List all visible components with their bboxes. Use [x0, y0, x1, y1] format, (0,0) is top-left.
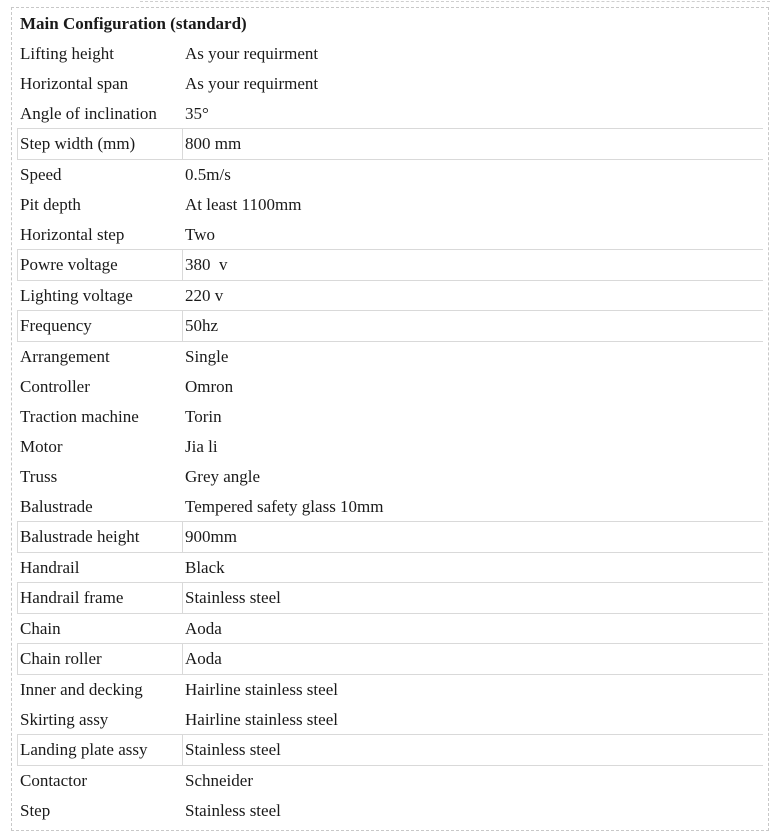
- row-label: Truss: [20, 466, 58, 486]
- row-value: Aoda: [185, 618, 222, 638]
- row-value: 0.5m/s: [185, 164, 231, 184]
- row-label: Balustrade: [20, 496, 93, 516]
- row-value: Jia li: [185, 436, 218, 456]
- row-value: Black: [185, 557, 225, 577]
- row-label: Powre voltage: [18, 250, 183, 281]
- row-label: Horizontal step: [20, 224, 125, 244]
- table-row: [18, 250, 763, 281]
- row-value: As your requirment: [185, 43, 319, 63]
- row-value: Single: [185, 346, 229, 366]
- row-label: Chain roller: [18, 644, 183, 675]
- row-value: Stainless steel: [183, 735, 763, 766]
- table-title: Main Configuration (standard): [20, 13, 247, 33]
- row-label: Skirting assy: [20, 709, 109, 729]
- table-row: [18, 372, 763, 402]
- row-label: Balustrade height: [18, 522, 183, 553]
- table-row: [18, 69, 763, 99]
- row-value: Two: [185, 224, 215, 244]
- row-value: As your requirment: [185, 73, 319, 93]
- table-row: [18, 675, 763, 705]
- table-row: [18, 522, 763, 553]
- table-row: [18, 583, 763, 614]
- row-label: Landing plate assy: [18, 735, 183, 766]
- row-value: Hairline stainless steel: [185, 679, 338, 699]
- table-row: [18, 614, 763, 644]
- row-label: Handrail: [20, 557, 80, 577]
- row-value: Omron: [185, 376, 234, 396]
- row-label: Angle of inclination: [20, 103, 157, 123]
- row-value: At least 1100mm: [185, 194, 302, 214]
- row-label: Lighting voltage: [20, 285, 133, 305]
- table-row: [18, 160, 763, 190]
- table-row: [18, 281, 763, 311]
- table-row: [18, 311, 763, 342]
- table-row: [18, 796, 763, 826]
- table-row: [18, 492, 763, 522]
- row-label: Contactor: [20, 770, 88, 790]
- table-row: [18, 766, 763, 796]
- table-row: [18, 129, 763, 160]
- row-label: Step: [20, 800, 51, 820]
- row-value: Stainless steel: [185, 800, 281, 820]
- row-label: Pit depth: [20, 194, 81, 214]
- row-value: 900mm: [183, 522, 763, 553]
- row-label: Controller: [20, 376, 90, 396]
- table-title-row: [18, 9, 763, 39]
- row-label: Frequency: [18, 311, 183, 342]
- row-label: Step width (mm): [18, 129, 183, 160]
- top-divider: [140, 1, 770, 2]
- row-label: Chain: [20, 618, 61, 638]
- row-value: 50hz: [183, 311, 763, 342]
- row-value: 220 v: [185, 285, 224, 305]
- table-row: [18, 432, 763, 462]
- row-value: 800 mm: [183, 129, 763, 160]
- row-value: Hairline stainless steel: [185, 709, 338, 729]
- table-row: [18, 553, 763, 583]
- table-row: [18, 190, 763, 220]
- row-value: 380 v: [183, 250, 763, 281]
- table-row: [18, 39, 763, 69]
- row-label: Arrangement: [20, 346, 110, 366]
- row-label: Lifting height: [20, 43, 114, 63]
- table-row: [18, 462, 763, 492]
- table-row: [18, 220, 763, 250]
- row-value: Schneider: [185, 770, 253, 790]
- row-label: Inner and decking: [20, 679, 143, 699]
- row-value: 35°: [185, 103, 209, 123]
- table-row: [18, 644, 763, 675]
- table-row: [18, 342, 763, 372]
- table-row: [18, 402, 763, 432]
- row-value: Torin: [185, 406, 222, 426]
- configuration-table: [17, 8, 763, 826]
- table-row: [18, 735, 763, 766]
- row-value: Aoda: [183, 644, 763, 675]
- row-label: Horizontal span: [20, 73, 129, 93]
- row-label: Traction machine: [20, 406, 139, 426]
- table-row: [18, 705, 763, 735]
- row-label: Handrail frame: [18, 583, 183, 614]
- row-label: Speed: [20, 164, 62, 184]
- row-label: Motor: [20, 436, 63, 456]
- row-value: Stainless steel: [183, 583, 763, 614]
- row-value: Tempered safety glass 10mm: [185, 496, 384, 516]
- row-value: Grey angle: [185, 466, 261, 486]
- table-row: [18, 99, 763, 129]
